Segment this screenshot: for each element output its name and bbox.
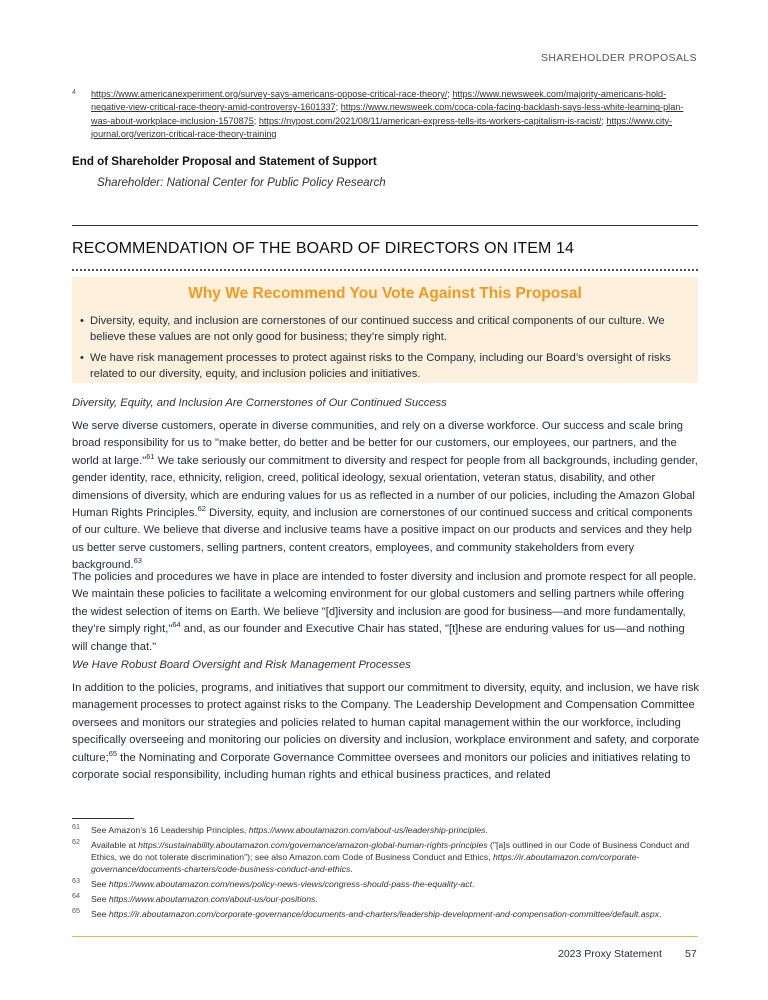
- footnote-number: 61: [72, 822, 80, 831]
- top-footnote: [72, 88, 698, 141]
- end-of-proposal-title: End of Shareholder Proposal and Statement of Support: [72, 155, 377, 168]
- body-paragraph: [72, 680, 700, 784]
- footnote-ref[interactable]: 62: [197, 504, 206, 514]
- footnote-ref[interactable]: 65: [108, 748, 118, 758]
- bullet-icon: •: [80, 352, 84, 364]
- footnote-number: 65: [72, 906, 80, 915]
- footnote-ref[interactable]: 63: [133, 556, 142, 566]
- footnote-text: See: [91, 909, 109, 919]
- footnote-number: 64: [72, 891, 80, 900]
- footnote: [72, 893, 700, 905]
- shareholder-name: Shareholder: National Center for Public Policy Research: [97, 176, 386, 189]
- footnote-number: 62: [72, 837, 80, 846]
- footnote-text: .: [350, 864, 353, 874]
- footnote-link[interactable]: https://www.americanexperiment.org/survey-says-americans-oppose-critical-race-theory/: [91, 89, 448, 99]
- paragraph-text: We take seriously our commitment to diversity and respect for people from all backgrounds, including gender, gender identity, race, ethnicity, religion, creed, political ideology, sexual orientation, veteran status, disability, and other dimensions of diversity, which are enduring values for us as reflected in a number of our policies, including the Amazon Global Human Rights Principles.: [72, 454, 698, 520]
- footnote-text: See: [91, 894, 109, 904]
- footnote: [72, 824, 700, 836]
- recommendation-bullets: [80, 314, 685, 388]
- footnote-link[interactable]: https://nypost.com/2021/08/11/american-express-tells-its-workers-capitalism-is-racist/: [258, 115, 602, 126]
- footnotes: [72, 824, 700, 923]
- footnote-link[interactable]: https://www.city-journal.org/verizon-critical-race-theory-training: [91, 115, 673, 139]
- bullet-text: We have risk management processes to protect against risks to the Company, including our Board’s oversight of risks related to our diversity, equity, and inclusion policies and initiatives.: [90, 352, 671, 380]
- link-separator: ;: [601, 115, 607, 126]
- section-heading: We Have Robust Board Oversight and Risk Management Processes: [72, 659, 411, 671]
- paragraph-text: Diversity, equity, and inclusion are cornerstones of our continued success and critical components of our culture. We believe that diverse and inclusive teams have a positive impact on our products and services and they help us better serve customers, selling partners, content creators, employees, and community stakeholders from every background.: [72, 507, 693, 572]
- paragraph-text: the Nominating and Corporate Governance Committee oversees and monitors our policies and initiatives relating to corporate social responsibility, including human rights and ethical business practices, and related: [72, 751, 691, 782]
- footnote-text: ("[a]s outlined in our Code of Business Conduct and Ethics, we do not tolerate discrimination"); see also Amazon.com Code of Business Conduct and Ethics,: [91, 840, 690, 862]
- footer-divider: [72, 936, 698, 937]
- footnote-text: .: [485, 825, 488, 835]
- footnote-text: .: [659, 909, 662, 919]
- footnote-divider: [72, 818, 134, 819]
- footnote-text: Available at: [91, 840, 139, 850]
- footnote-url: https://www.aboutamazon.com/about-us/leadership-principles: [248, 825, 486, 835]
- footnote-text: See Amazon’s 16 Leadership Principles,: [91, 825, 249, 835]
- page-number: 57: [685, 948, 697, 960]
- section-header: SHAREHOLDER PROPOSALS: [540, 52, 697, 64]
- paragraph-text: We serve diverse customers, operate in diverse communities, and rely on a diverse workforce. Our success and scale bring broad responsibility for us to "make better, do better and be better for our customers, our employees, our partners, and the world at large.": [72, 420, 684, 467]
- footnote-text: .: [315, 894, 318, 904]
- bullet-item: [80, 314, 685, 345]
- bullet-icon: •: [80, 315, 84, 327]
- footnote-link[interactable]: https://www.newsweek.com/coca-cola-facing-backlash-says-less-white-learning-plan-was-about-workplace-inclusion-1570875: [91, 102, 684, 126]
- paragraph-text: The policies and procedures we have in place are intended to foster diversity and inclusion and promote respect for all people. We maintain these policies to facilitate a welcoming environment for our global customers and selling partners while offering the widest selection of items on Earth. We believe "[d]iversity and inclusion are good for business—and more fundamentally, they’re simply right,": [72, 571, 697, 636]
- bullet-item: [80, 351, 685, 382]
- section-heading: Diversity, Equity, and Inclusion Are Cornerstones of Our Continued Success: [72, 397, 447, 409]
- footnote-ref[interactable]: 61: [146, 451, 155, 461]
- footnote-number: 4: [72, 89, 76, 96]
- recommendation-box: [72, 277, 698, 383]
- footnote: [72, 878, 700, 890]
- recommendation-box-title: Why We Recommend You Vote Against This Proposal: [188, 285, 582, 302]
- link-separator: ;: [253, 115, 259, 126]
- footnote-url: https://www.aboutamazon.com/news/policy-news-views/congress-should-pass-the-equality-act: [108, 879, 472, 889]
- body-paragraph: [72, 418, 700, 575]
- body-paragraph: [72, 569, 700, 656]
- footnote-url: https://ir.aboutamazon.com/corporate-governance/documents-charters/code-business-conduct-and-ethics: [91, 852, 640, 874]
- footnote-text: See: [91, 879, 109, 889]
- paragraph-text: and, as our founder and Executive Chair has stated, "[t]hese are enduring values for us—and nothing will change that.": [72, 623, 685, 653]
- footnote-text: .: [471, 879, 475, 889]
- paragraph-text: In addition to the policies, programs, and initiatives that support our commitment to diversity, equity, and inclusion, we have risk management processes to protect against risks to the Company. The Leadership Development and Compensation Committee oversees and monitors our strategies and policies related to human capital management within the our workforce, including specifically overseeing and monitoring our policies on diversity and inclusion, workplace environment and safety, and corporate culture;: [72, 682, 700, 764]
- bullet-text: Diversity, equity, and inclusion are cornerstones of our continued success and critical components of our culture. We believe these values are not only good for business; they’re simply right.: [90, 315, 665, 343]
- link-separator: ;: [335, 102, 341, 113]
- link-separator: ;: [447, 89, 453, 99]
- footnote-number: 63: [72, 876, 80, 885]
- footnote-url: https://www.aboutamazon.com/about-us/our-positions: [108, 894, 316, 904]
- dotted-divider: [72, 269, 698, 271]
- section-divider: [72, 225, 698, 226]
- footnote-url: https://ir.aboutamazon.com/corporate-governance/documents-and-charters/leadership-development-and-compensation-committee/default.aspx: [108, 909, 660, 919]
- footnote: [72, 839, 700, 875]
- footnote-link[interactable]: https://www.newsweek.com/majority-americans-hold-negative-view-critical-race-theory-amid-controversy-1601337: [91, 89, 667, 113]
- footnote: [72, 908, 700, 920]
- footnote-url: https://sustainability.aboutamazon.com/governance/amazon-global-human-rights-principles: [138, 840, 488, 850]
- recommendation-title: RECOMMENDATION OF THE BOARD OF DIRECTORS ON ITEM 14: [72, 240, 575, 257]
- footnote-ref[interactable]: 64: [172, 620, 181, 630]
- footer-document-label: 2023 Proxy Statement: [558, 948, 662, 960]
